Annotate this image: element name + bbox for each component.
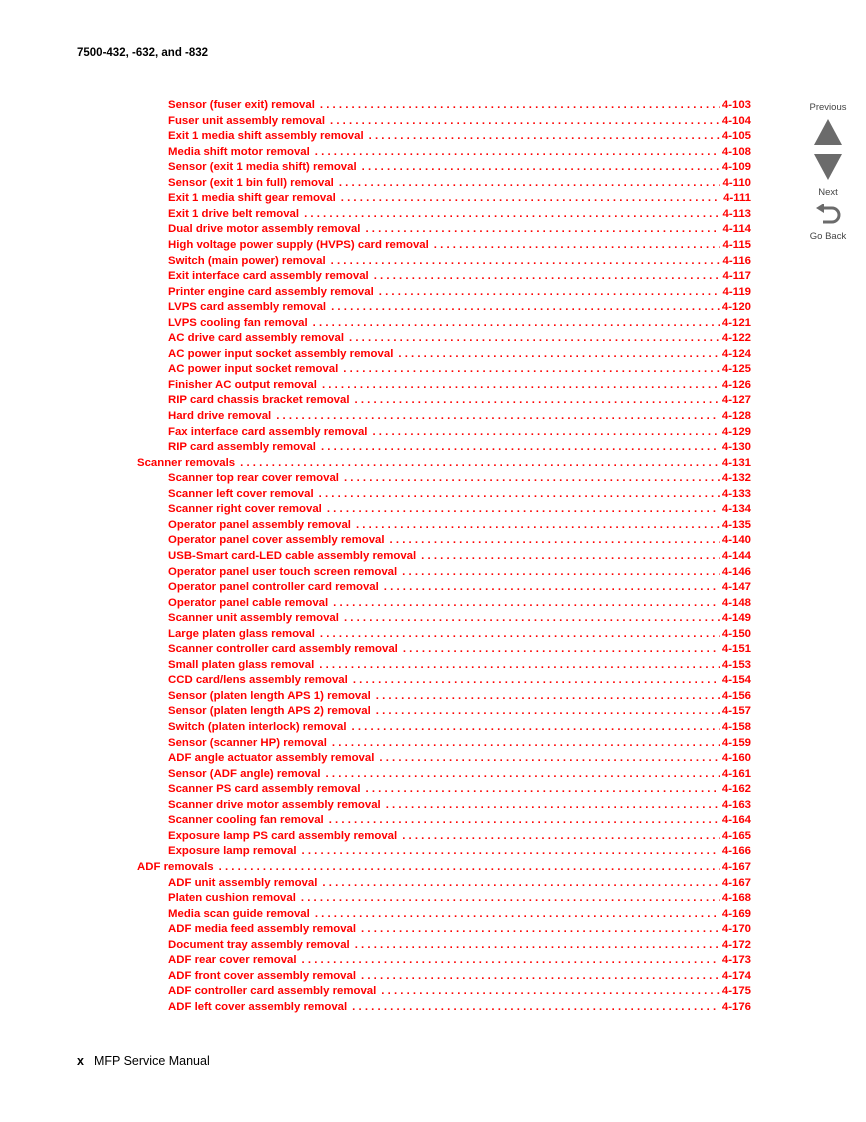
toc-entry-title: Small platen glass removal [168, 658, 315, 671]
toc-entry[interactable] [168, 472, 751, 488]
toc-entry-page: 4-149 [721, 612, 751, 625]
toc-entry[interactable] [168, 534, 751, 550]
toc-entry-title: Operator panel cover assembly removal [168, 534, 385, 547]
toc-entry-title: Scanner drive motor assembly removal [168, 798, 381, 811]
toc-entry[interactable] [168, 628, 751, 644]
toc-entry[interactable] [168, 892, 751, 908]
toc-dot-leader [352, 721, 720, 733]
toc-dot-leader [402, 830, 720, 842]
toc-dot-leader [320, 628, 720, 640]
toc-dot-leader [349, 332, 720, 344]
toc-dot-leader [362, 161, 720, 173]
toc-dot-leader [319, 488, 720, 500]
toc-entry[interactable] [168, 752, 751, 768]
toc-entry-page: 4-114 [722, 223, 751, 236]
toc-entry-page: 4-131 [721, 456, 751, 469]
toc-entry-page: 4-175 [721, 985, 751, 998]
toc-entry-title: RIP card chassis bracket removal [168, 394, 350, 407]
toc-entry-page: 4-132 [721, 472, 751, 485]
toc-dot-leader [302, 954, 720, 966]
toc-entry-title: Media scan guide removal [168, 907, 310, 920]
toc-entry-title: Scanner cooling fan removal [168, 814, 324, 827]
toc-entry[interactable] [168, 488, 751, 504]
toc-entry-title: Sensor (platen length APS 1) removal [168, 689, 371, 702]
toc-entry-page: 4-115 [722, 238, 751, 251]
toc-entry[interactable] [168, 519, 751, 535]
toc-dot-leader [276, 410, 720, 422]
toc-dot-leader [344, 472, 720, 484]
toc-dot-leader [356, 519, 720, 531]
toc-entry-title: ADF front cover assembly removal [168, 969, 357, 982]
toc-entry-title: CCD card/lens assembly removal [168, 674, 348, 687]
toc-entry-page: 4-158 [721, 721, 751, 733]
toc-dot-leader [330, 115, 720, 127]
toc-entry-page: 4-111 [723, 192, 751, 205]
toc-dot-leader [329, 814, 720, 826]
toc-entry-page: 4-148 [721, 596, 751, 609]
toc-dot-leader [403, 643, 720, 655]
toc-entry-page: 4-140 [721, 534, 751, 547]
toc-entry-page: 4-174 [721, 969, 751, 982]
toc-entry[interactable] [168, 286, 751, 302]
toc-dot-leader [355, 394, 720, 406]
toc-entry[interactable] [168, 954, 751, 970]
toc-entry-title: Dual drive motor assembly removal [168, 223, 361, 236]
toc-entry-title: Switch (platen interlock) removal [168, 721, 347, 733]
toc-entry-title: Exit 1 media shift assembly removal [168, 130, 364, 143]
toc-dot-leader [379, 752, 719, 764]
toc-entry-page: 4-176 [721, 1000, 751, 1013]
toc-entry-title: Printer engine card assembly removal [168, 285, 374, 298]
toc-entry-title: Sensor (platen length APS 2) removal [168, 705, 371, 718]
toc-entry[interactable] [168, 581, 751, 597]
toc-dot-leader [322, 379, 720, 391]
toc-entry-page: 4-116 [722, 254, 751, 267]
toc-entry-title: Hard drive removal [168, 410, 272, 422]
toc-dot-leader [327, 503, 720, 515]
toc-entry[interactable] [168, 845, 751, 861]
toc-entry[interactable] [168, 379, 751, 395]
toc-entry-page: 4-164 [721, 814, 751, 827]
toc-entry-page: 4-166 [721, 845, 751, 858]
toc-entry[interactable] [168, 146, 751, 162]
toc-entry-page: 4-159 [721, 736, 751, 749]
toc-entry-page: 4-124 [721, 347, 751, 360]
toc-dot-leader [313, 317, 720, 329]
next-label: Next [818, 187, 838, 198]
toc-dot-leader [240, 457, 720, 469]
toc-entry-page: 4-126 [721, 378, 751, 391]
toc-entry[interactable] [168, 612, 751, 628]
toc-entry[interactable] [168, 270, 751, 286]
toc-entry-page: 4-113 [722, 207, 751, 220]
toc-entry[interactable] [168, 783, 751, 799]
toc-entry[interactable] [168, 208, 751, 224]
toc-entry-page: 4-168 [721, 892, 751, 905]
toc-entry-page: 4-120 [721, 301, 751, 314]
toc-entry[interactable] [168, 566, 751, 582]
toc-entry-page: 4-103 [721, 99, 751, 111]
toc-entry-page: 4-167 [721, 876, 751, 889]
toc-entry[interactable] [168, 659, 751, 675]
toc-dot-leader [379, 286, 721, 298]
toc-entry-title: ADF angle actuator assembly removal [168, 752, 375, 765]
toc-dot-leader [332, 737, 720, 749]
toc-entry[interactable] [168, 877, 751, 893]
toc-entry[interactable] [168, 597, 751, 613]
toc-entry[interactable] [168, 161, 751, 177]
toc-entry-page: 4-161 [721, 767, 751, 780]
toc-entry[interactable] [137, 457, 751, 473]
toc-entry-page: 4-156 [721, 689, 751, 702]
toc-entry[interactable] [168, 177, 751, 193]
toc-entry[interactable] [168, 115, 751, 131]
toc-entry-page: 4-172 [721, 938, 751, 951]
toc-entry-title: ADF controller card assembly removal [168, 985, 377, 998]
toc-entry[interactable] [168, 939, 751, 955]
toc-entry[interactable] [168, 814, 751, 830]
toc-entry[interactable] [168, 255, 751, 271]
toc-entry-page: 4-110 [722, 176, 751, 189]
triangle-up-icon [813, 118, 843, 146]
toc-entry-title: Scanner right cover removal [168, 503, 322, 516]
toc-entry[interactable] [168, 394, 751, 410]
toc-entry-page: 4-119 [722, 285, 751, 298]
toc-entry[interactable] [168, 426, 751, 442]
toc-entry[interactable] [168, 908, 751, 924]
toc-dot-leader [322, 877, 719, 889]
toc-dot-leader [353, 674, 720, 686]
go-back-arrow-icon [813, 204, 843, 226]
toc-entry-title: Scanner left cover removal [168, 487, 314, 500]
toc-dot-leader [372, 426, 719, 438]
toc-dot-leader [376, 690, 720, 702]
toc-entry-page: 4-129 [721, 425, 751, 438]
toc-entry-page: 4-162 [721, 783, 751, 796]
toc-entry-title: Operator panel assembly removal [168, 518, 351, 531]
toc-dot-leader [386, 799, 720, 811]
toc-entry-title: Sensor (fuser exit) removal [168, 99, 315, 111]
toc-entry-title: Operator panel controller card removal [168, 581, 379, 594]
footer-title: MFP Service Manual [93, 1054, 210, 1068]
toc-entry-page: 4-146 [721, 565, 751, 578]
toc-entry-title: ADF media feed assembly removal [168, 923, 357, 936]
toc-dot-leader [402, 566, 720, 578]
toc-entry-title: ADF left cover assembly removal [168, 1000, 348, 1013]
navigation-panel [800, 102, 856, 242]
toc-entry[interactable] [168, 363, 751, 379]
toc-entry[interactable] [168, 301, 751, 317]
toc-entry-page: 4-122 [721, 332, 751, 345]
toc-entry-page: 4-157 [721, 705, 751, 718]
toc-entry-page: 4-153 [721, 658, 751, 671]
toc-entry-title: RIP card assembly removal [168, 441, 316, 454]
toc-entry-title: Exit interface card assembly removal [168, 270, 369, 283]
toc-dot-leader [369, 130, 720, 142]
toc-entry-title: Platen cushion removal [168, 892, 296, 905]
toc-entry[interactable] [168, 768, 751, 784]
toc-entry-page: 4-160 [721, 752, 751, 765]
toc-entry-page: 4-173 [721, 954, 751, 967]
toc-dot-leader [365, 223, 720, 235]
toc-entry[interactable] [168, 830, 751, 846]
toc-entry-title: Switch (main power) removal [168, 254, 326, 267]
toc-dot-leader [326, 768, 720, 780]
toc-dot-leader [361, 970, 720, 982]
toc-dot-leader [390, 534, 720, 546]
toc-entry-title: Operator panel user touch screen removal [168, 565, 398, 578]
toc-entry[interactable] [168, 690, 751, 706]
toc-entry-page: 4-133 [721, 487, 751, 500]
toc-entry-title: Sensor (ADF angle) removal [168, 767, 321, 780]
toc-entry[interactable] [168, 503, 751, 519]
toc-entry-title: Exposure lamp PS card assembly removal [168, 829, 398, 842]
toc-entry-title: AC power input socket assembly removal [168, 347, 394, 360]
toc-entry-page: 4-169 [721, 907, 751, 920]
page-footer [77, 1054, 210, 1068]
toc-entry[interactable] [137, 861, 751, 877]
toc-entry-page: 4-130 [721, 441, 751, 454]
toc-dot-leader [331, 301, 720, 313]
toc-entry-title: Scanner PS card assembly removal [168, 783, 361, 796]
toc-entry-title: Sensor (exit 1 media shift) removal [168, 161, 357, 174]
toc-entry-title: Scanner removals [137, 456, 236, 469]
toc-dot-leader [320, 99, 720, 111]
toc-entry[interactable] [168, 674, 751, 690]
toc-entry[interactable] [168, 705, 751, 721]
toc-entry-page: 4-121 [721, 316, 751, 329]
toc-entry-page: 4-127 [721, 394, 751, 407]
toc-dot-leader [381, 985, 720, 997]
toc-dot-leader [374, 270, 721, 282]
toc-entry-page: 4-105 [721, 130, 751, 143]
toc-entry-title: Scanner controller card assembly removal [168, 643, 398, 656]
next-button[interactable] [800, 153, 856, 186]
toc-entry-page: 4-147 [721, 581, 751, 594]
toc-entry[interactable] [168, 550, 751, 566]
document-header: 7500-432, -632, and -832 [77, 47, 209, 59]
toc-dot-leader [343, 363, 720, 375]
toc-dot-leader [361, 923, 720, 935]
toc-entry[interactable] [168, 223, 751, 239]
toc-dot-leader [339, 177, 721, 189]
toc-dot-leader [384, 581, 720, 593]
toc-entry-title: High voltage power supply (HVPS) card removal [168, 238, 429, 251]
toc-dot-leader [302, 845, 720, 857]
toc-entry-title: Scanner unit assembly removal [168, 612, 339, 625]
toc-entry-title: Fuser unit assembly removal [168, 114, 325, 127]
toc-entry-page: 4-125 [721, 363, 751, 376]
toc-entry-title: Fax interface card assembly removal [168, 425, 368, 438]
toc-entry-title: Finisher AC output removal [168, 378, 317, 391]
toc-entry-title: ADF removals [137, 860, 214, 873]
toc-entry[interactable] [168, 130, 751, 146]
toc-entry[interactable] [168, 643, 751, 659]
go-back-button[interactable] [800, 204, 856, 231]
toc-dot-leader [398, 348, 720, 360]
toc-entry-title: Exit 1 media shift gear removal [168, 192, 336, 205]
toc-entry-page: 4-167 [721, 860, 751, 873]
toc-entry[interactable] [168, 737, 751, 753]
previous-button[interactable] [800, 118, 856, 151]
toc-dot-leader [219, 861, 720, 873]
toc-entry-page: 4-117 [722, 270, 751, 283]
toc-entry[interactable] [168, 799, 751, 815]
toc-dot-leader [319, 659, 720, 671]
toc-entry[interactable] [168, 317, 751, 333]
toc-entry-title: Scanner top rear cover removal [168, 472, 339, 485]
toc-dot-leader [315, 146, 720, 158]
toc-entry-page: 4-170 [721, 923, 751, 936]
toc-dot-leader [365, 783, 719, 795]
toc-entry-page: 4-154 [721, 674, 751, 687]
toc-entry-page: 4-134 [721, 503, 751, 516]
toc-entry-title: Media shift motor removal [168, 145, 310, 158]
toc-entry[interactable] [168, 192, 751, 208]
toc-entry[interactable] [168, 721, 751, 737]
toc-dot-leader [301, 892, 720, 904]
toc-entry-page: 4-135 [721, 518, 751, 531]
toc-entry[interactable] [168, 1001, 751, 1017]
toc-entry-page: 4-165 [721, 829, 751, 842]
toc-entry[interactable] [168, 239, 751, 255]
toc-entry-page: 4-150 [721, 627, 751, 640]
toc-entry[interactable] [168, 348, 751, 364]
toc-dot-leader [352, 1001, 720, 1013]
toc-entry-page: 4-144 [721, 549, 751, 562]
go-back-label: Go Back [809, 231, 847, 242]
triangle-down-icon [813, 153, 843, 181]
toc-entry-title: AC drive card assembly removal [168, 332, 345, 345]
toc-entry-title: Large platen glass removal [168, 627, 315, 640]
toc-entry[interactable] [168, 923, 751, 939]
toc-entry-page: 4-163 [721, 798, 751, 811]
toc-entry-title: USB-Smart card-LED cable assembly removal [168, 549, 417, 562]
toc-entry[interactable] [168, 410, 751, 426]
footer-page-number: x [77, 1054, 84, 1068]
toc-entry[interactable] [168, 970, 751, 986]
toc-entry-title: Exit 1 drive belt removal [168, 207, 300, 220]
previous-label: Previous [809, 102, 847, 113]
toc-dot-leader [355, 939, 720, 951]
toc-entry[interactable] [168, 99, 751, 115]
toc-dot-leader [341, 192, 721, 204]
toc-entry-title: AC power input socket removal [168, 363, 339, 376]
toc-entry-page: 4-128 [721, 410, 751, 422]
toc-dot-leader [421, 550, 720, 562]
toc-dot-leader [376, 705, 720, 717]
toc-entry-page: 4-151 [721, 643, 751, 656]
toc-dot-leader [315, 908, 720, 920]
toc-dot-leader [434, 239, 721, 251]
toc-dot-leader [333, 597, 720, 609]
toc-entry-title: ADF rear cover removal [168, 954, 297, 967]
toc-entry-title: ADF unit assembly removal [168, 876, 318, 889]
toc-entry-page: 4-104 [721, 114, 751, 127]
toc-dot-leader [321, 441, 720, 453]
toc-dot-leader [304, 208, 720, 220]
toc-entry[interactable] [168, 985, 751, 1001]
toc-entry-title: LVPS card assembly removal [168, 301, 327, 314]
toc-entry-title: Document tray assembly removal [168, 938, 350, 951]
toc-entry-title: Operator panel cable removal [168, 596, 329, 609]
toc-entry-title: Sensor (scanner HP) removal [168, 736, 327, 749]
toc-entry-page: 4-108 [721, 145, 751, 158]
toc-dot-leader [344, 612, 720, 624]
toc-entry-page: 4-109 [721, 161, 751, 174]
toc-entry-title: Exposure lamp removal [168, 845, 297, 858]
toc-entry-title: Sensor (exit 1 bin full) removal [168, 176, 334, 189]
toc-entry[interactable] [168, 332, 751, 348]
toc-entry[interactable] [168, 441, 751, 457]
toc-dot-leader [331, 255, 721, 267]
toc-entry-title: LVPS cooling fan removal [168, 316, 308, 329]
